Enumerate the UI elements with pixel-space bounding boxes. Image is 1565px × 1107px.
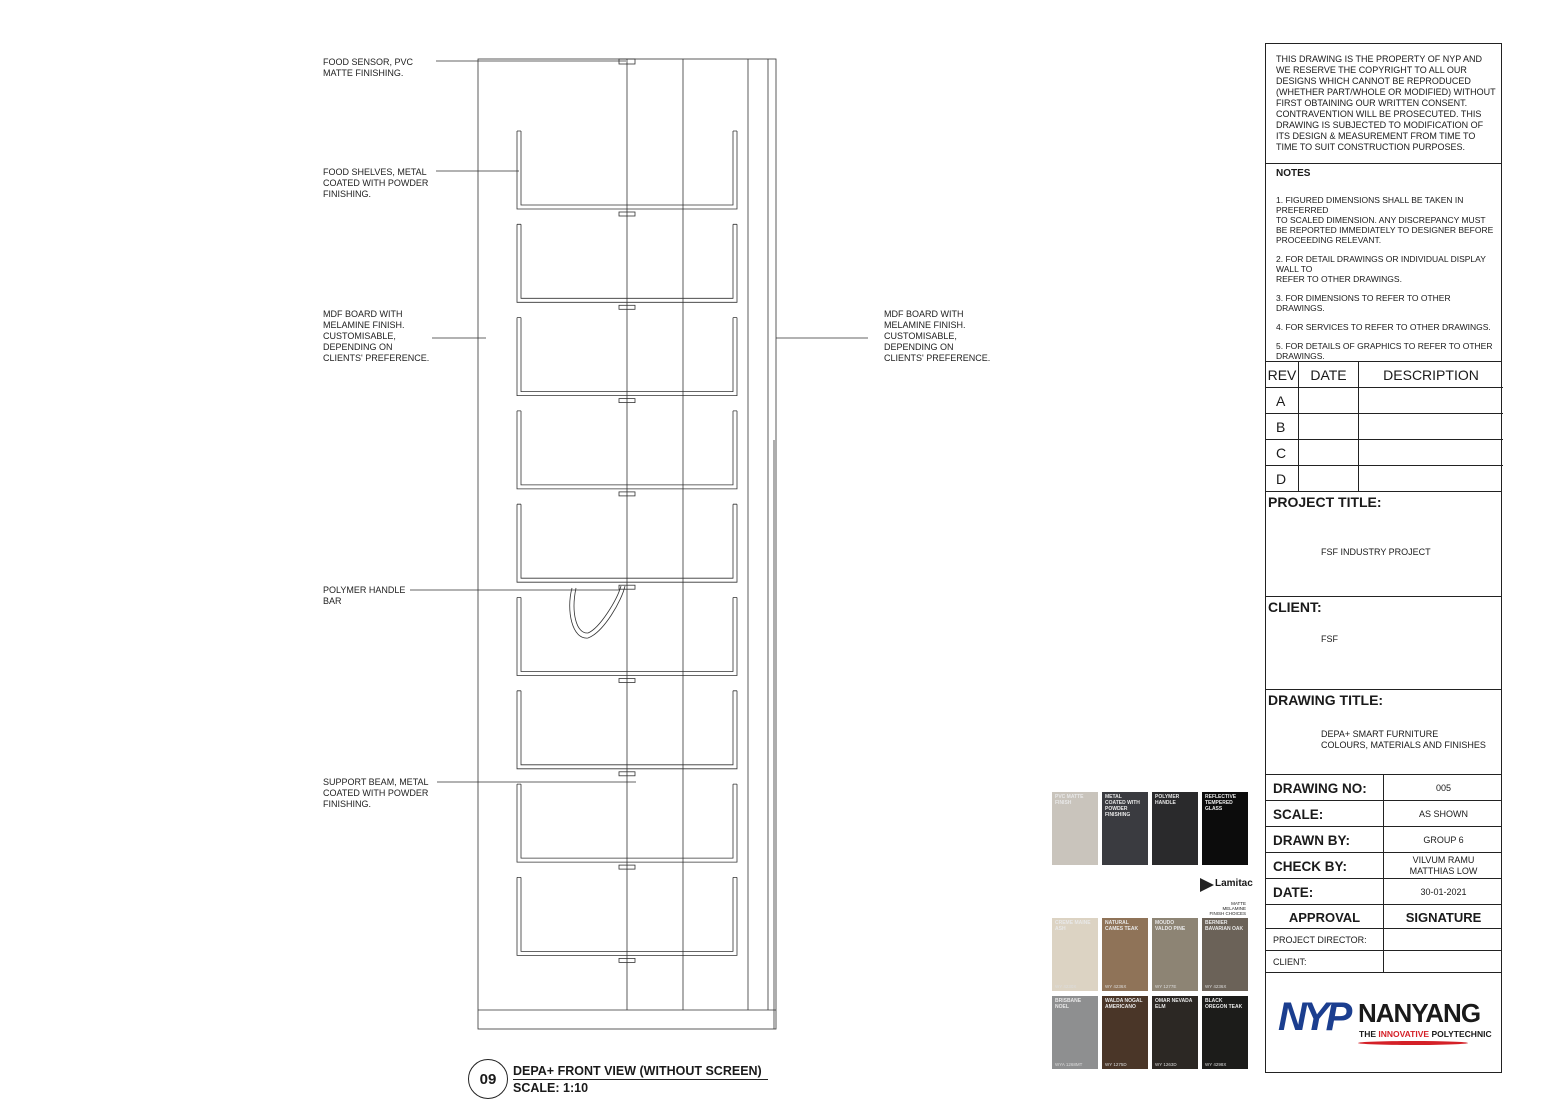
field-row [1266, 853, 1501, 879]
view-title: DEPA+ FRONT VIEW (WITHOUT SCREEN) [513, 1064, 768, 1080]
copyright-notice: THIS DRAWING IS THE PROPERTY OF NYP AND WE RESERVE THE COPYRIGHT TO ALL OUR DESIGNS WHICH CANNOT BE REPRODUCED (WHETHER PART/WHOLE OR MODIFIED) WITHOUT FIRST OBTAINING OUR WRITTEN CONSENT. CONTRAVENTION WILL BE PROSECUTED. THIS DRAWING IS SUBJECTED TO MODIFICATION OF ITS DESIGN & MEASUREMENT FROM TIME TO TIME TO SUIT CONSTRUCTION PURPOSES. [1266, 44, 1501, 164]
view-number-bubble: 09 [468, 1059, 508, 1099]
nyp-tagline [1359, 1029, 1492, 1039]
project-title-value: FSF INDUSTRY PROJECT [1321, 547, 1431, 557]
field-row [1266, 879, 1501, 905]
field-label: DATE: [1266, 879, 1384, 905]
rev-letter: D [1266, 466, 1299, 492]
rev-description-cell [1359, 414, 1503, 440]
rev-letter: A [1266, 388, 1299, 414]
laminate-swatch [1102, 996, 1148, 1069]
swatch-label: CREME MAINE ASH [1055, 920, 1091, 932]
client-section [1266, 597, 1501, 690]
swatch-label: METAL COATED WITH POWDER FINISHING [1105, 794, 1140, 818]
swatch-code: WY 4230X [1055, 984, 1077, 989]
client-signature-label: CLIENT: [1266, 951, 1384, 973]
rev-date-cell [1299, 440, 1359, 466]
nyp-mark-text: NYP [1278, 995, 1349, 1039]
swatch-code: WY 4236X [1205, 984, 1227, 989]
field-label: CHECK BY: [1266, 853, 1384, 879]
swatch-label: MOUDO VALDO PINE [1155, 920, 1186, 932]
title-block [1265, 43, 1502, 1073]
swatch-label: OMAR NEVADA ELM [1155, 998, 1193, 1010]
client-signature-row [1266, 951, 1501, 973]
rev-header: REV [1266, 362, 1299, 388]
field-label: SCALE: [1266, 801, 1384, 827]
laminate-swatch [1202, 918, 1248, 991]
tagline-part-1: THE [1359, 1029, 1379, 1039]
swatch-label: BLACK OREGON TEAK [1205, 998, 1243, 1010]
lamitac-mark-icon [1200, 878, 1214, 892]
date-header: DATE [1299, 362, 1359, 388]
swatch-label: REFLECTIVE TEMPERED GLASS [1205, 794, 1237, 812]
revision-table [1266, 362, 1501, 492]
tagline-part-2: INNOVATIVE [1378, 1029, 1430, 1039]
laminate-swatch [1102, 918, 1148, 991]
note-item: 4. FOR SERVICES TO REFER TO OTHER DRAWINGS. [1276, 322, 1491, 332]
label-mdf-right: MDF BOARD WITH MELAMINE FINISH. CUSTOMISABLE, DEPENDING ON CLIENTS' PREFERENCE. [884, 309, 991, 363]
field-row [1266, 827, 1501, 853]
cabinet-outline [478, 59, 776, 1029]
approval-row [1266, 905, 1501, 929]
nyp-logo [1266, 973, 1501, 1072]
field-value: GROUP 6 [1423, 834, 1464, 845]
field-label: DRAWN BY: [1266, 827, 1384, 853]
rev-description-cell [1359, 388, 1503, 414]
laminate-swatch [1202, 996, 1248, 1069]
note-item: 3. FOR DIMENSIONS TO REFER TO OTHER DRAWINGS. [1276, 293, 1451, 313]
lamitac-subtitle: MATTE MELAMINE FINISH CHOICES [1209, 901, 1246, 916]
field-row [1266, 801, 1501, 827]
field-value: 005 [1435, 782, 1452, 793]
swatch-label: WALDA NOGAL AMERICANO [1105, 998, 1143, 1010]
swatch-code: WY 1275D [1105, 1062, 1127, 1067]
approval-label: APPROVAL [1266, 905, 1384, 929]
field-value: 30-01-2021 [1420, 886, 1467, 897]
project-director-row [1266, 929, 1501, 951]
client-value: FSF [1321, 634, 1338, 644]
swatch-code: WY 4236X [1105, 984, 1127, 989]
nyp-mark [1278, 997, 1348, 1037]
laminate-swatch [1152, 996, 1198, 1069]
swatch-label: PVC MATTE FINISH [1055, 794, 1084, 806]
label-food-sensor: FOOD SENSOR, PVC MATTE FINISHING. [323, 57, 414, 78]
drawing-title-label: DRAWING TITLE: [1268, 692, 1384, 708]
view-scale: SCALE: 1:10 [513, 1081, 589, 1095]
rev-description-cell [1359, 440, 1503, 466]
field-label: DRAWING NO: [1266, 775, 1384, 801]
project-title-section [1266, 492, 1501, 597]
label-mdf-left: MDF BOARD WITH MELAMINE FINISH. CUSTOMISABLE, DEPENDING ON CLIENTS' PREFERENCE. [323, 309, 430, 363]
laminate-swatch [1052, 996, 1098, 1069]
material-swatch [1052, 792, 1098, 865]
signature-label: SIGNATURE [1405, 909, 1482, 925]
tagline-part-3: POLYTECHNIC [1429, 1029, 1492, 1039]
field-value: VILVUM RAMU MATTHIAS LOW [1409, 855, 1478, 876]
swoosh-decoration [1358, 1041, 1468, 1045]
lamitac-brand: Lamitac [1215, 878, 1253, 889]
swatch-code: WY 4298X [1205, 1062, 1227, 1067]
description-header: DESCRIPTION [1359, 362, 1503, 388]
polymer-handle-bar [570, 586, 625, 638]
notes-list [1276, 195, 1497, 361]
label-food-shelves: FOOD SHELVES, METAL COATED WITH POWDER FINISHING. [323, 167, 429, 199]
material-swatch [1152, 792, 1198, 865]
swatch-code: WY 1277E [1155, 984, 1177, 989]
label-support-beam: SUPPORT BEAM, METAL COATED WITH POWDER FINISHING. [323, 777, 429, 809]
project-director-label: PROJECT DIRECTOR: [1266, 929, 1384, 951]
note-item: 2. FOR DETAIL DRAWINGS OR INDIVIDUAL DISPLAY WALL TO REFER TO OTHER DRAWINGS. [1276, 254, 1486, 284]
drawing-title-value: DEPA+ SMART FURNITURE COLOURS, MATERIALS AND FINISHES [1321, 729, 1486, 750]
notes-section [1266, 164, 1501, 362]
rev-letter: C [1266, 440, 1299, 466]
leader-lines [410, 61, 868, 782]
swatch-label: POLYMER HANDLE [1155, 794, 1180, 806]
lamitac-logo [1200, 876, 1253, 916]
material-swatch [1202, 792, 1248, 865]
drawing-title-section [1266, 690, 1501, 775]
rev-date-cell [1299, 388, 1359, 414]
swatch-code: WYA 1268MT [1055, 1062, 1083, 1067]
client-label: CLIENT: [1268, 599, 1322, 615]
swatch-code: WY 1263D [1155, 1062, 1177, 1067]
note-item: 5. FOR DETAILS OF GRAPHICS TO REFER TO OTHER DRAWINGS. [1276, 341, 1493, 361]
notes-header: NOTES [1276, 168, 1311, 179]
note-item: 1. FIGURED DIMENSIONS SHALL BE TAKEN IN PREFERRED TO SCALED DIMENSION. ANY DISCREPANCY MUST BE REPORTED IMMEDIATELY TO DESIGNER BEFORE PROCEEDING RELEVANT. [1276, 195, 1494, 245]
label-polymer-handle: POLYMER HANDLE BAR [323, 585, 406, 606]
swatch-label: BRISBANE NOEL [1055, 998, 1082, 1010]
rev-letter: B [1266, 414, 1299, 440]
swatch-label: NATURAL CAMES TEAK [1105, 920, 1139, 932]
field-row [1266, 775, 1501, 801]
laminate-swatch [1052, 918, 1098, 991]
material-swatch [1102, 792, 1148, 865]
rev-date-cell [1299, 466, 1359, 492]
rev-date-cell [1299, 414, 1359, 440]
project-title-label: PROJECT TITLE: [1268, 494, 1382, 510]
rev-description-cell [1359, 466, 1503, 492]
field-value: AS SHOWN [1418, 808, 1468, 819]
nanyang-wordmark: NANYANG [1358, 998, 1481, 1028]
laminate-swatch [1152, 918, 1198, 991]
swatch-label: BERNIER BAVARIAN OAK [1205, 920, 1244, 932]
